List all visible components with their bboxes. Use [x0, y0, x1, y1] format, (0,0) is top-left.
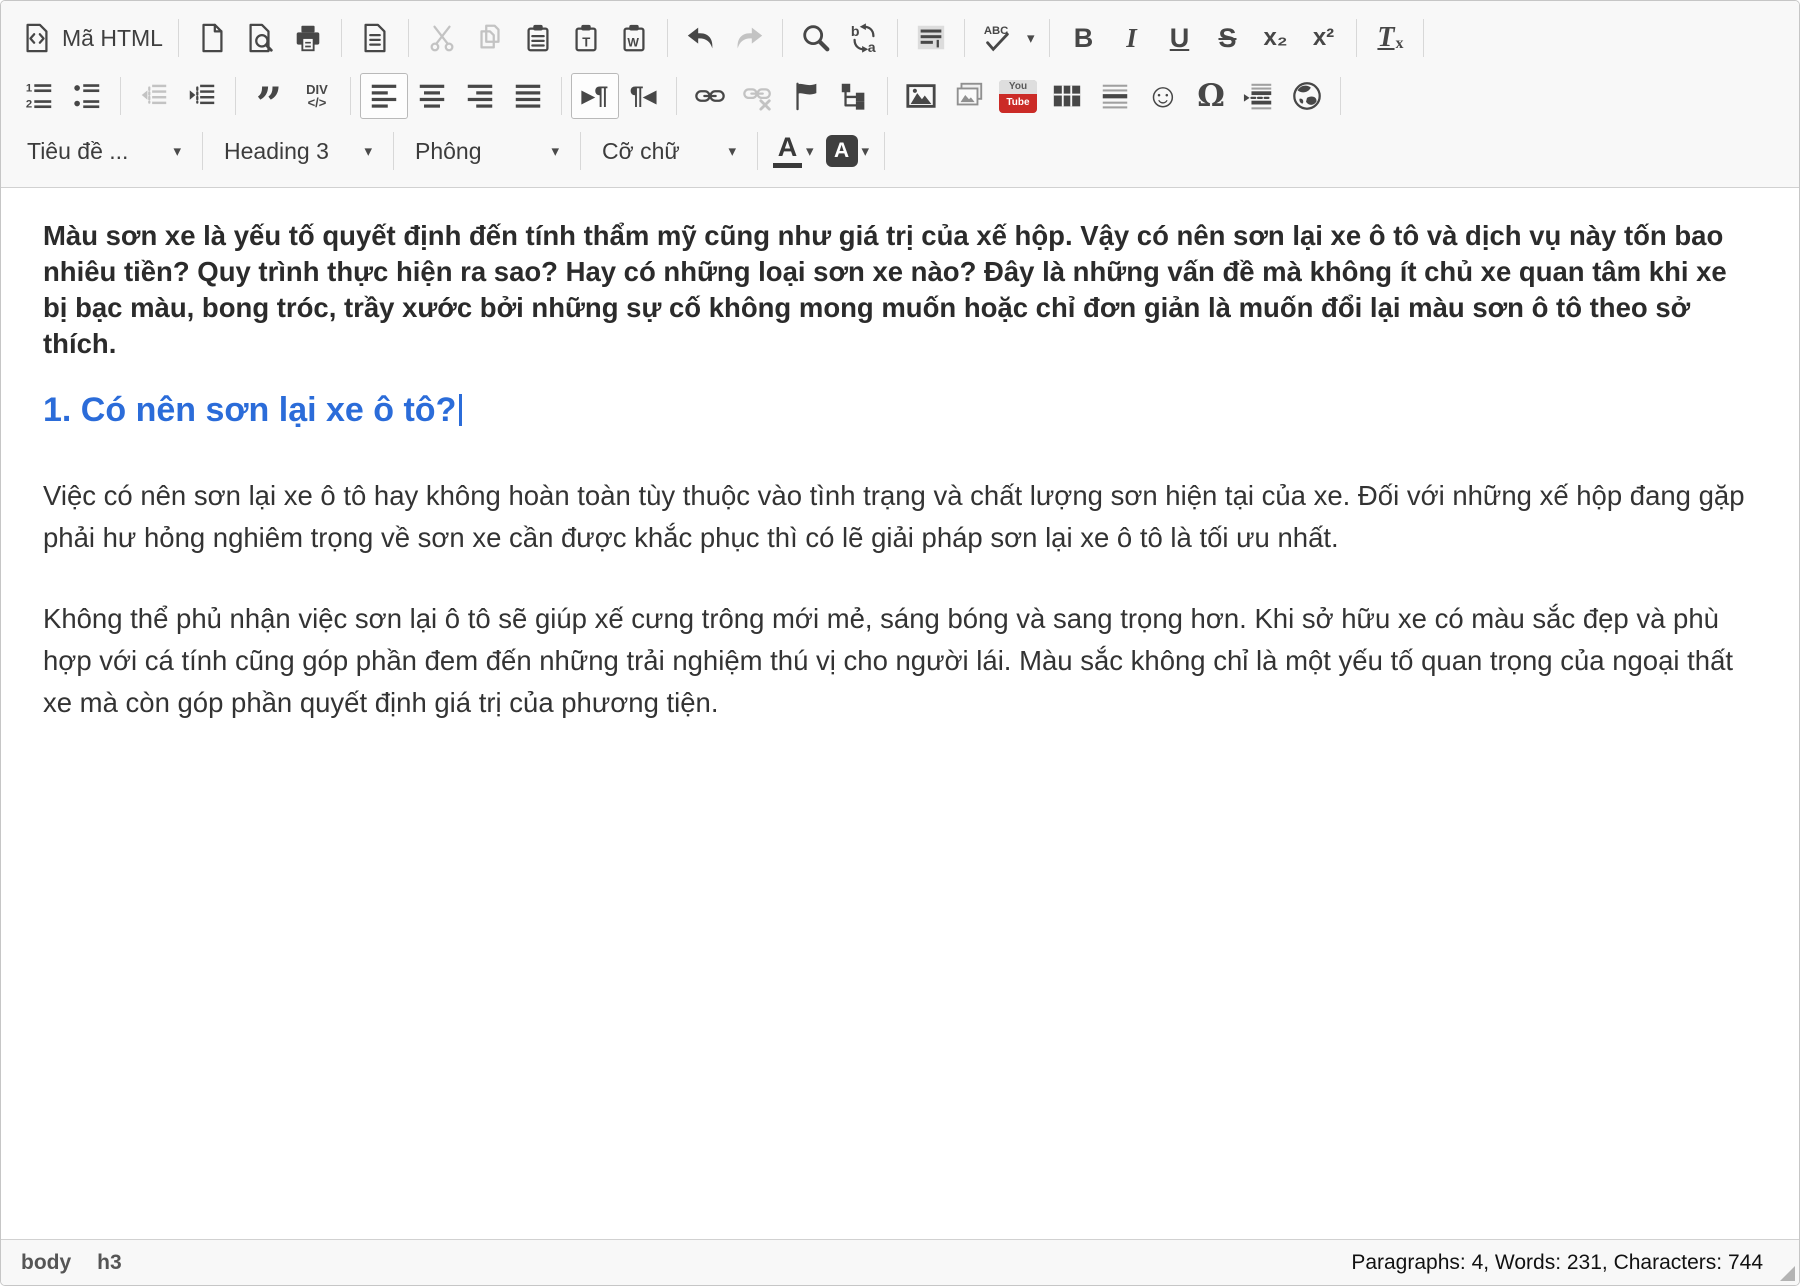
align-left-icon — [368, 80, 400, 112]
separator — [350, 77, 351, 115]
structure-tree-button[interactable] — [830, 73, 878, 119]
select-all-button[interactable] — [907, 15, 955, 61]
format-combo[interactable] — [212, 129, 384, 173]
separator — [120, 77, 121, 115]
smiley-button[interactable] — [1139, 73, 1187, 119]
separator — [897, 19, 898, 57]
source-label: Mã HTML — [62, 24, 163, 51]
underline-icon: U — [1169, 22, 1190, 53]
justify-icon — [512, 80, 544, 112]
rtl-icon: ¶◂ — [629, 81, 657, 110]
new-page-button[interactable] — [188, 15, 236, 61]
styles-combo[interactable] — [15, 129, 193, 173]
outdent-icon — [138, 80, 170, 112]
indent-icon — [186, 80, 218, 112]
horizontal-rule-icon — [1099, 80, 1131, 112]
separator — [580, 132, 581, 170]
svg-text:W: W — [627, 35, 639, 50]
separator — [757, 132, 758, 170]
spell-abc-text: ABC — [983, 25, 1009, 38]
justify-button[interactable] — [504, 73, 552, 119]
redo-button[interactable] — [725, 15, 773, 61]
paste-word-icon — [618, 22, 650, 54]
status-bar — [1, 1239, 1799, 1285]
replace-button[interactable] — [840, 15, 888, 61]
copy-button[interactable] — [466, 15, 514, 61]
paste-text-icon — [570, 22, 602, 54]
toolbar-row-2 — [15, 67, 1785, 131]
svg-text:1: 1 — [25, 82, 33, 95]
separator — [393, 132, 394, 170]
globe-icon — [1290, 80, 1324, 112]
body-paragraph: Không thể phủ nhận việc sơn lại ô tô sẽ giúp xế cưng trông mới mẻ, sáng bóng và sang trọng hơn. Khi sở hữu xe có màu sắc đẹp và phù hợp với cá tính cũng góp phần đem đến những trải nghiệm thú vị cho người lái. Màu sắc không chỉ là một yếu tố quan trọng của ngoại thất xe mà còn góp phần quyết định giá trị của phương tiện. — [43, 603, 1734, 719]
text-direction-rtl-button[interactable] — [619, 73, 667, 119]
youtube-button[interactable] — [993, 73, 1043, 119]
text-color-icon: A — [773, 134, 802, 168]
editing-area[interactable] — [1, 188, 1799, 1239]
paste-text-button[interactable] — [562, 15, 610, 61]
align-left-button[interactable] — [360, 73, 408, 119]
separator — [1340, 77, 1341, 115]
italic-icon: I — [1126, 22, 1137, 53]
select-all-icon — [915, 22, 947, 54]
element-path-h3[interactable]: h3 — [97, 1250, 122, 1274]
spell-check-icon — [980, 22, 1014, 54]
redo-icon — [732, 22, 766, 54]
special-char-button[interactable] — [1187, 73, 1235, 119]
anchor-flag-icon — [790, 80, 822, 112]
text-color-button[interactable] — [767, 128, 820, 174]
remove-format-icon: T x — [1377, 22, 1404, 53]
outdent-button[interactable] — [130, 73, 178, 119]
font-size-combo[interactable] — [590, 129, 748, 173]
chevron-down-icon: ▾ — [551, 143, 559, 160]
numbered-list-icon — [23, 80, 55, 112]
body-paragraph: Việc có nên sơn lại xe ô tô hay không hoàn toàn tùy thuộc vào tình trạng và chất lượng sơn hiện tại của xe. Đối với những xế hộp đang gặp phải hư hỏng nghiêm trọng về sơn xe cần được khắc phục thì có lẽ giải pháp sơn lại xe ô tô là tối ưu nhất. — [43, 479, 1745, 553]
superscript-icon: x² — [1312, 24, 1335, 51]
source-button[interactable] — [15, 15, 169, 61]
table-button[interactable] — [1043, 73, 1091, 119]
cut-icon — [426, 22, 458, 54]
background-color-button[interactable] — [820, 128, 876, 174]
strikethrough-icon: S — [1218, 22, 1237, 53]
templates-button[interactable] — [351, 15, 399, 61]
preview-icon — [244, 22, 276, 54]
element-path-body[interactable]: body — [21, 1250, 72, 1274]
undo-button[interactable] — [677, 15, 725, 61]
element-path — [21, 1251, 122, 1275]
align-right-button[interactable] — [456, 73, 504, 119]
font-combo-label: Phông — [415, 137, 482, 164]
link-button[interactable] — [686, 73, 734, 119]
div-container-button[interactable] — [293, 73, 341, 119]
bold-icon: B — [1073, 22, 1094, 53]
separator — [1423, 19, 1424, 57]
chevron-down-icon: ▾ — [861, 143, 870, 160]
print-icon — [292, 22, 324, 54]
chevron-down-icon: ▾ — [364, 143, 372, 160]
separator — [561, 77, 562, 115]
link-icon — [693, 80, 727, 112]
font-size-combo-label: Cỡ chữ — [602, 137, 680, 164]
omega-icon: Ω — [1197, 77, 1225, 114]
div-container-icon: DIV </> — [306, 82, 328, 110]
source-icon — [21, 22, 53, 54]
resize-grip-icon[interactable] — [1780, 1266, 1795, 1281]
paste-button[interactable] — [514, 15, 562, 61]
separator — [178, 19, 179, 57]
separator — [235, 77, 236, 115]
styles-combo-label: Tiêu đề ... — [27, 137, 129, 164]
text-direction-ltr-button[interactable] — [571, 73, 619, 119]
search-icon — [800, 22, 832, 54]
svg-text:T: T — [582, 34, 591, 50]
chevron-down-icon: ▾ — [806, 143, 814, 160]
separator — [1049, 19, 1050, 57]
iframe-button[interactable] — [1283, 73, 1331, 119]
remove-format-button[interactable] — [1366, 15, 1414, 61]
undo-icon — [684, 22, 718, 54]
svg-text:2: 2 — [25, 98, 33, 111]
separator — [964, 19, 965, 57]
toolbar-row-3 — [15, 125, 1785, 177]
align-center-icon — [416, 80, 448, 112]
spell-check-button[interactable] — [974, 15, 1041, 61]
templates-icon — [359, 22, 391, 54]
cut-button[interactable] — [418, 15, 466, 61]
italic-button[interactable] — [1107, 15, 1155, 61]
indent-button[interactable] — [178, 73, 226, 119]
image-button[interactable] — [897, 73, 945, 119]
image-icon — [904, 80, 938, 112]
chevron-down-icon: ▾ — [1026, 30, 1035, 47]
replace-icon — [847, 22, 881, 54]
toolbar — [1, 1, 1799, 188]
svg-text:a: a — [867, 39, 876, 54]
tree-structure-icon — [838, 80, 870, 112]
unlink-button[interactable] — [734, 73, 782, 119]
chevron-down-icon: ▾ — [173, 143, 181, 160]
separator — [1356, 19, 1357, 57]
strikethrough-button[interactable] — [1203, 15, 1251, 61]
anchor-button[interactable] — [782, 73, 830, 119]
text-cursor — [459, 394, 462, 426]
toolbar-row-1 — [15, 9, 1785, 67]
font-combo[interactable] — [403, 129, 571, 173]
superscript-button[interactable] — [1299, 15, 1347, 61]
blockquote-icon: ” — [255, 76, 283, 131]
section-heading: 1. Có nên sơn lại xe ô tô? — [43, 390, 1757, 431]
subscript-icon: x₂ — [1263, 24, 1288, 51]
chevron-down-icon: ▾ — [728, 143, 736, 160]
separator — [782, 19, 783, 57]
subscript-button[interactable] — [1251, 15, 1299, 61]
find-button[interactable] — [792, 15, 840, 61]
separator — [676, 77, 677, 115]
new-page-icon — [196, 22, 228, 54]
page-break-icon — [1242, 80, 1276, 112]
separator — [884, 132, 885, 170]
bold-button[interactable] — [1059, 15, 1107, 61]
align-right-icon — [464, 80, 496, 112]
preview-button[interactable] — [236, 15, 284, 61]
copy-icon — [474, 22, 506, 54]
horizontal-rule-button[interactable] — [1091, 73, 1139, 119]
table-icon — [1050, 80, 1084, 112]
ltr-icon: ▸¶ — [581, 81, 609, 110]
bulleted-list-button[interactable] — [63, 73, 111, 119]
background-color-icon: A — [826, 135, 858, 167]
youtube-icon: You Tube — [999, 80, 1037, 113]
intro-paragraph: Màu sơn xe là yếu tố quyết định đến tính thẩm mỹ cũng như giá trị của xế hộp. Vậy có nên sơn lại xe ô tô và dịch vụ này tốn bao nhiêu tiền? Quy trình thực hiện ra sao? Hay có những loại sơn xe nào? Đây là những vấn đề mà không ít chủ xe quan tâm khi xe bị bạc màu, bong tróc, trầy xước bởi những sự cố không mong muốn hoặc chỉ đơn giản là muốn đổi lại màu sơn ô tô theo sở thích. — [43, 220, 1727, 360]
separator — [408, 19, 409, 57]
align-center-button[interactable] — [408, 73, 456, 119]
separator — [667, 19, 668, 57]
paste-icon — [522, 22, 554, 54]
underline-button[interactable] — [1155, 15, 1203, 61]
unlink-icon — [741, 80, 775, 112]
separator — [341, 19, 342, 57]
gallery-icon — [952, 80, 986, 112]
page-break-button[interactable] — [1235, 73, 1283, 119]
format-combo-label: Heading 3 — [224, 137, 329, 164]
word-count: Paragraphs: 4, Words: 231, Characters: 744 — [1351, 1250, 1763, 1274]
print-button[interactable] — [284, 15, 332, 61]
gallery-button[interactable] — [945, 73, 993, 119]
svg-text:b: b — [850, 23, 860, 40]
paste-word-button[interactable] — [610, 15, 658, 61]
bulleted-list-icon — [71, 80, 103, 112]
separator — [887, 77, 888, 115]
numbered-list-button[interactable] — [15, 73, 63, 119]
blockquote-button[interactable] — [245, 73, 293, 131]
separator — [202, 132, 203, 170]
smiley-icon: ☺ — [1145, 77, 1181, 115]
